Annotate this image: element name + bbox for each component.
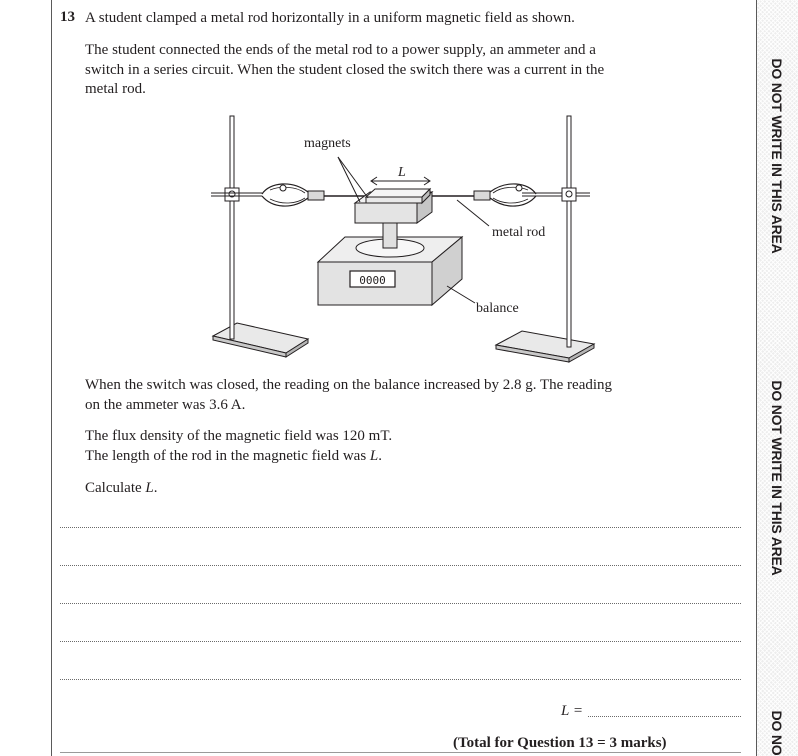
paragraph-3-line-1: The flux density of the magnetic field was 120 mT. <box>85 428 393 444</box>
final-answer-line[interactable] <box>588 716 741 717</box>
magnets-assembly <box>355 189 432 223</box>
question-number: 13 <box>60 9 75 25</box>
magnets-leader-1 <box>338 157 368 198</box>
left-stand-rod <box>230 116 234 339</box>
answer-label: L = <box>561 703 583 719</box>
right-boss-clamp <box>562 188 576 201</box>
paragraph-2-line-2: on the ammeter was 3.6 A. <box>85 396 246 413</box>
bottom-rule <box>60 752 741 753</box>
paragraph-1-line-2: switch in a series circuit. When the student closed the switch there was a current in the <box>85 61 605 78</box>
answer-line[interactable] <box>60 679 741 680</box>
metal-rod-label: metal rod <box>492 225 546 240</box>
balance-leader <box>447 286 475 303</box>
balance-label: balance <box>476 301 519 316</box>
balance <box>318 222 462 305</box>
length-label: L <box>398 165 406 180</box>
answer-line[interactable] <box>60 641 741 642</box>
question-intro: A student clamped a metal rod horizontally in a uniform magnetic field as shown. <box>85 10 575 26</box>
magnets-label: magnets <box>304 136 351 151</box>
do-not-write-warning-bottom: DO NO <box>769 710 785 756</box>
total-marks: (Total for Question 13 = 3 marks) <box>453 735 667 751</box>
paragraph-2-line-1: When the switch was closed, the reading on the balance increased by 2.8 g. The reading <box>85 377 613 393</box>
paragraph-1-line-1: The student connected the ends of the metal rod to a power supply, an ammeter and a <box>85 42 596 58</box>
do-not-write-warning-middle: DO NOT WRITE IN THIS AREA <box>769 380 785 576</box>
metal-rod-leader <box>457 200 489 226</box>
answer-line[interactable] <box>60 527 741 528</box>
paragraph-1-line-3: metal rod. <box>85 81 146 97</box>
paragraph-3-line-2: The length of the rod in the magnetic field was L. <box>85 447 383 464</box>
answer-line[interactable] <box>60 565 741 566</box>
display-reading: 0000 <box>359 274 386 287</box>
answer-line[interactable] <box>60 603 741 604</box>
right-clamp <box>474 184 536 206</box>
left-clamp <box>262 184 324 206</box>
calculate-instruction: Calculate L. <box>85 480 158 496</box>
left-boss-clamp <box>225 188 239 201</box>
do-not-write-warning-top: DO NOT WRITE IN THIS AREA <box>769 58 785 254</box>
right-stand-rod <box>567 116 571 347</box>
